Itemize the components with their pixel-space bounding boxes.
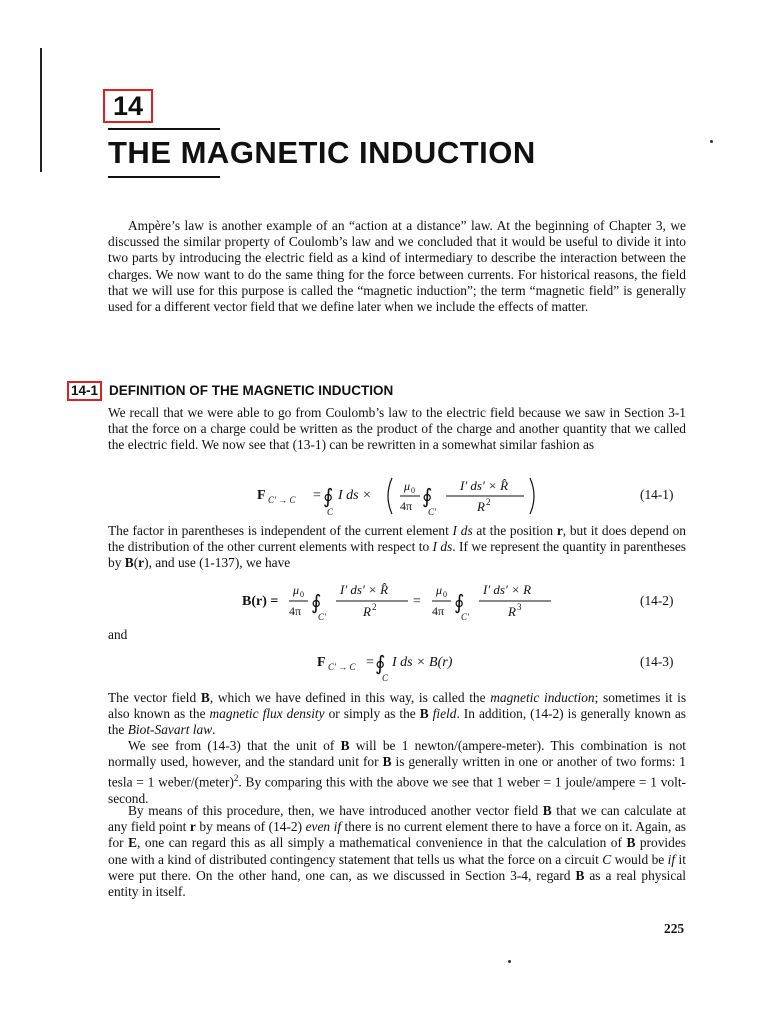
equation-14-2 (242, 582, 673, 622)
paragraph-3-text: The vector field B, which we have defined in this way, is called the magnetic induction; sometimes it is also known as the magnetic flux density or simply as the B field. In addition, (14-2) is generally known as the Biot-Savart law. (108, 690, 687, 738)
paragraph-4 (108, 738, 686, 807)
eq2-label: (14-2) (640, 593, 674, 608)
eq1-mu: μ (404, 479, 411, 493)
eq2-four-pi-1: 4π (289, 604, 302, 618)
eq2-mu: μ (293, 583, 300, 597)
eq2-mu-2-subscript: 0 (443, 590, 447, 599)
paragraph-4-text: We see from (14-3) that the unit of B will be 1 newton/(ampere-meter). This combination is not normally used, however, and the standard unit for B is generally written in one or another of two forms: 1 tesla = 1 weber/(meter)$^2$. By comparing this with the above we see that 1 weber = 1 joule/ampere = 1 volt-second. (108, 738, 686, 807)
paragraph-2 (108, 523, 686, 572)
eq2-equals: = (413, 594, 421, 609)
eq2-denominator-1-exponent: 2 (372, 602, 377, 612)
eq2-denominator-1: R (363, 604, 371, 619)
eq2-denominator-2-exponent: 3 (517, 602, 522, 612)
chapter-title: THE MAGNETIC INDUCTION (108, 135, 536, 170)
eq3-rhs: I ds × B(r) (392, 655, 453, 670)
eq2-numerator-2: I′ ds′ × R (483, 582, 532, 597)
eq2-contour-integral-2: ∮ (454, 592, 465, 614)
eq1-four-pi: 4π (400, 499, 413, 513)
eq1-denominator: R (477, 499, 485, 514)
eq2-four-pi-2: 4π (432, 604, 445, 618)
eq2-path-2: C′ (461, 612, 469, 622)
equation-14-3 (317, 653, 673, 683)
eq1-denominator-exponent: 2 (486, 497, 491, 507)
eq3-path-c: C (382, 673, 389, 683)
eq1-numerator: I′ ds′ × R̂ (460, 478, 509, 493)
chapter-number: 14 (103, 89, 153, 123)
eq2-mu-2: μ (436, 583, 443, 597)
paragraph-5-text: By means of this procedure, then, we have introduced another vector field B that we can calculate at any field point r by means of (14-2) even if there is no current element there to have a force on it. Again, as for E, one can regard this as all simply a mathematical convenience in that the calculation of B provides one with a kind of distributed contingency statement that tells us what the force on a circuit C would be if it were put there. On the other hand, one can, as we discussed in Section 3-4, regard B as a real physical entity in itself. (108, 803, 686, 900)
page-number: 225 (664, 921, 685, 936)
eq1-mu-subscript: 0 (411, 486, 415, 495)
eq3-label: (14-3) (640, 654, 674, 669)
paragraph-5 (108, 803, 686, 900)
section-number: 14-1 (67, 381, 102, 401)
eq1-path-c-prime: C′ (428, 507, 436, 517)
eq1-left-paren (388, 478, 392, 514)
eq1-inner-contour-integral: ∮ (422, 486, 433, 508)
eq3-force: F (317, 655, 326, 670)
eq1-force: F (257, 488, 266, 503)
paragraph-1-text: We recall that we were able to go from Coulomb’s law to the electric field because we saw in Section 3-1 that the force on a charge could be written as the product of the charge and another quantity that we called the electric field. We now see that (13-1) can be rewritten in a somewhat similar fashion as (108, 405, 686, 453)
intro-text: Ampère’s law is another example of an “action at a distance” law. At the beginning of Chapter 3, we discussed the similar property of Coulomb’s law and we concluded that it would be useful to divide it into two parts by introducing the electric field as a kind of intermediary to describe the interaction between the charges. We now want to do the same thing for the force between currents. For historical reasons, the field that we will use for this purpose is called the “magnetic induction”; the term “magnetic field” is generally used for a different vector field that we define later when we include the effects of matter. (108, 218, 686, 315)
eq1-contour-integral: ∮ (323, 486, 334, 508)
eq3-force-subscript: C′ → C (328, 662, 356, 672)
eq2-denominator-2: R (508, 604, 516, 619)
eq3-equals: = (366, 655, 374, 670)
eq3-contour-integral: ∮ (375, 653, 386, 675)
paragraph-3 (108, 690, 686, 739)
section-title: DEFINITION OF THE MAGNETIC INDUCTION (109, 383, 394, 398)
eq2-numerator-1: I′ ds′ × R̂ (340, 582, 389, 597)
eq1-right-paren (530, 478, 534, 514)
eq1-current-element: I ds × (338, 488, 372, 503)
and-connector: and (108, 627, 128, 642)
eq1-equals: = (313, 488, 321, 503)
eq2-mu-subscript: 0 (300, 590, 304, 599)
eq1-force-subscript: C′ → C (268, 495, 296, 505)
eq2-path-1: C′ (318, 612, 326, 622)
eq1-path-c: C (327, 507, 334, 517)
paragraph-2-text: The factor in parentheses is independent of the current element I ds at the position r, but it does depend on the distribution of the other current elements with respect to I ds. If we represent the quantity in parentheses by B(r), and use (1-137), we have (108, 523, 686, 571)
eq1-label: (14-1) (640, 487, 674, 502)
equation-14-1 (257, 478, 673, 517)
eq2-contour-integral-1: ∮ (311, 592, 322, 614)
eq2-lhs: B(r) = (242, 594, 279, 609)
